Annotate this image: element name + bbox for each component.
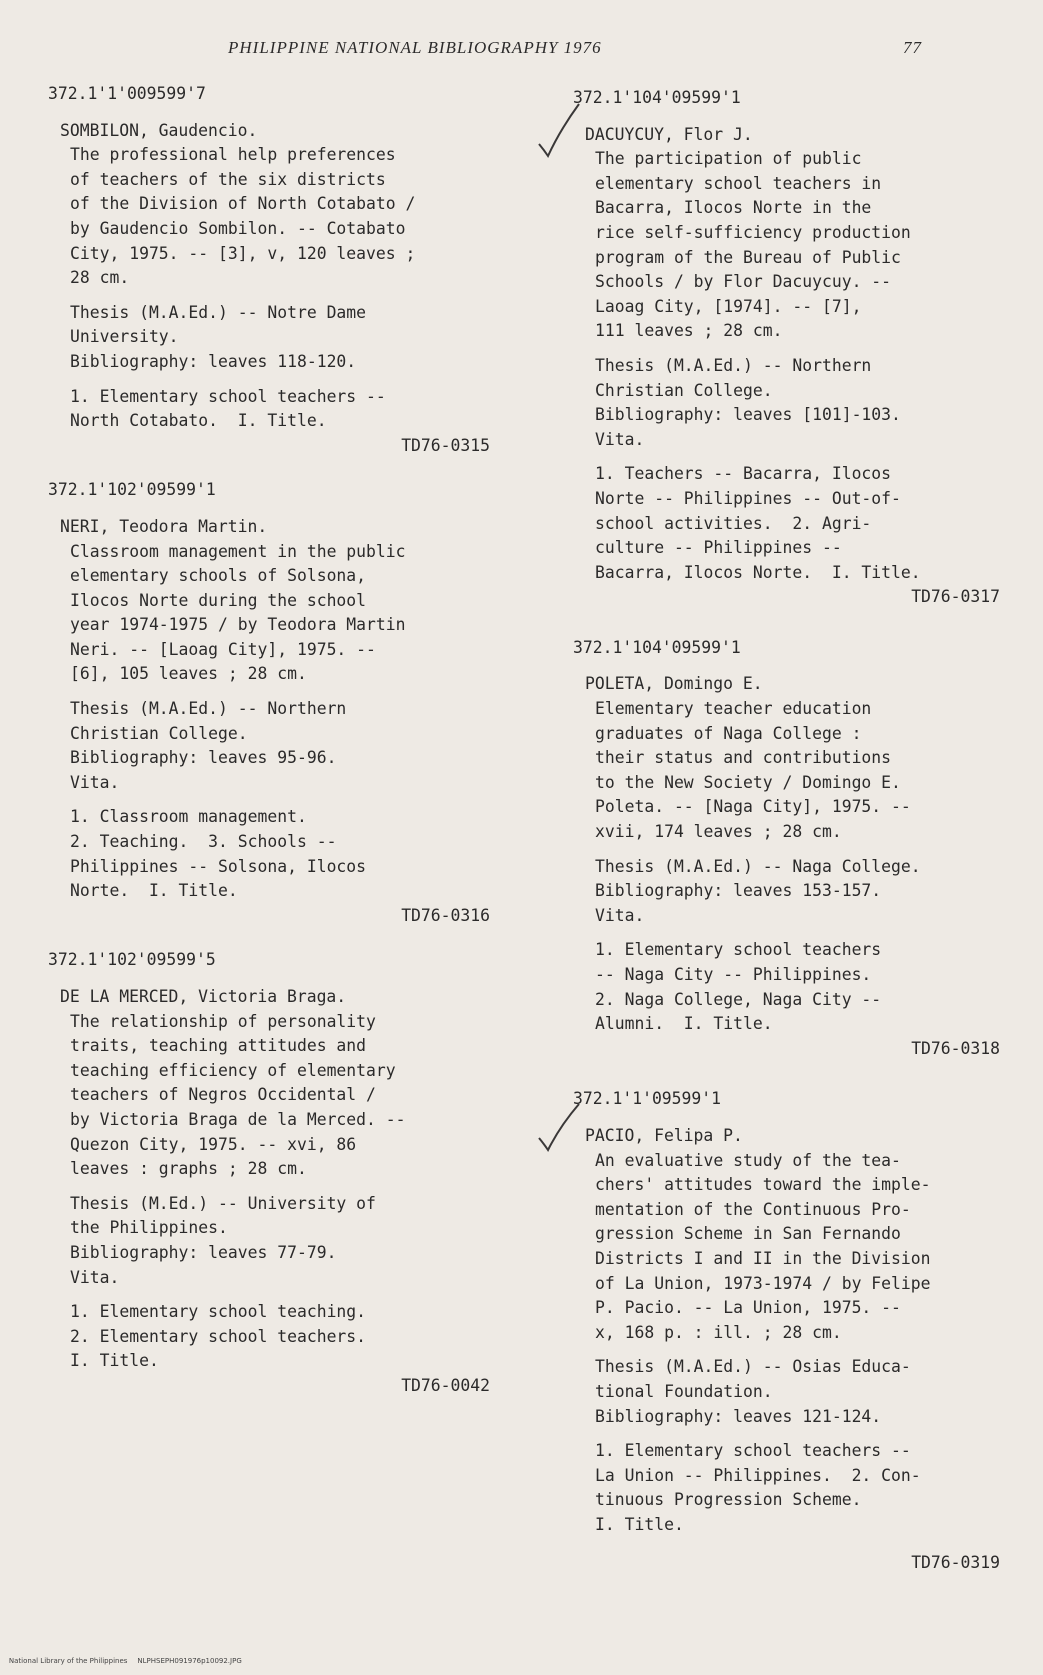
title-line: teachers of Negros Occidental / xyxy=(70,1085,376,1105)
title-line: of teachers of the six districts xyxy=(70,169,386,189)
title-line: Ilocos Norte during the school xyxy=(70,590,367,610)
class-number: 372.1'104'09599'1 xyxy=(573,88,741,107)
title-line: by Gaudencio Sombilon. -- Cotabato xyxy=(70,218,406,238)
title-line: Districts I and II in the Division xyxy=(595,1248,931,1268)
entry-title-block xyxy=(595,697,1020,845)
note-line: Thesis (M.A.Ed.) -- Northern xyxy=(595,355,872,375)
running-title: PHILIPPINE NATIONAL BIBLIOGRAPHY 1976 xyxy=(228,38,602,57)
subject-line: 2. Elementary school teachers. xyxy=(70,1326,367,1346)
checkmark-icon xyxy=(535,100,585,160)
title-line: Laoag City, [1974]. -- [7], xyxy=(595,296,862,316)
subject-line: 2. Teaching. 3. Schools -- xyxy=(70,832,337,852)
title-line: Neri. -- [Laoag City], 1975. -- xyxy=(70,639,376,659)
note-line: Thesis (M.A.Ed.) -- Northern xyxy=(70,699,347,719)
entry-title-block xyxy=(595,1149,1020,1346)
title-line: graduates of Naga College : xyxy=(595,723,862,743)
entry-author: DACUYCUY, Flor J. xyxy=(585,124,753,144)
note-line: Bibliography: leaves 153-157. xyxy=(595,881,882,901)
footer-library: National Library of the Philippines xyxy=(8,1657,128,1665)
accession-number: TD76-0316 xyxy=(401,905,490,925)
title-line: Poleta. -- [Naga City], 1975. -- xyxy=(595,797,911,817)
entry-subjects xyxy=(595,938,1020,1036)
note-line: University. xyxy=(70,327,179,347)
bibliography-entry xyxy=(565,636,1020,1062)
subject-line: La Union -- Philippines. 2. Con- xyxy=(595,1465,921,1485)
right-column xyxy=(565,86,1020,1576)
title-line: An evaluative study of the tea- xyxy=(595,1150,901,1170)
title-line: leaves : graphs ; 28 cm. xyxy=(70,1159,307,1179)
scan-footer xyxy=(0,1648,252,1675)
bibliography-entry xyxy=(40,82,510,458)
entry-subjects xyxy=(70,1300,510,1374)
class-number: 372.1'104'09599'1 xyxy=(573,637,741,657)
entry-title-block xyxy=(595,147,1020,344)
entry-author: POLETA, Domingo E. xyxy=(585,674,763,694)
subject-line: 1. Teachers -- Bacarra, Ilocos xyxy=(595,464,892,484)
note-line: Vita. xyxy=(70,772,120,792)
bibliography-entry xyxy=(40,948,510,1398)
class-number: 372.1'1'009599'7 xyxy=(48,84,206,103)
title-line: of La Union, 1973-1974 / by Felipe xyxy=(595,1273,931,1293)
title-line: elementary schools of Solsona, xyxy=(70,566,367,586)
subject-line: school activities. 2. Agri- xyxy=(595,513,872,533)
entry-notes xyxy=(595,855,1020,929)
title-line: Quezon City, 1975. -- xvi, 86 xyxy=(70,1134,357,1154)
title-line: chers' attitudes toward the imple- xyxy=(595,1175,931,1195)
entry-notes xyxy=(595,354,1020,452)
entry-subjects xyxy=(70,385,510,434)
title-line: Bacarra, Ilocos Norte in the xyxy=(595,198,872,218)
note-line: Thesis (M.A.Ed.) -- Notre Dame xyxy=(70,302,367,322)
title-line: xvii, 174 leaves ; 28 cm. xyxy=(595,822,842,842)
title-line: 28 cm. xyxy=(70,268,130,288)
note-line: Vita. xyxy=(70,1267,120,1287)
title-line: The relationship of personality xyxy=(70,1011,376,1031)
entry-subjects xyxy=(595,1439,1020,1537)
note-line: tional Foundation. xyxy=(595,1381,773,1401)
page-header xyxy=(0,38,1043,64)
title-line: City, 1975. -- [3], v, 120 leaves ; xyxy=(70,243,416,263)
title-line: traits, teaching attitudes and xyxy=(70,1036,367,1056)
title-line: x, 168 p. : ill. ; 28 cm. xyxy=(595,1322,842,1342)
note-line: Bibliography: leaves 95-96. xyxy=(70,748,337,768)
subject-line: 1. Elementary school teachers xyxy=(595,940,882,960)
subject-line: Alumni. I. Title. xyxy=(595,1014,773,1034)
title-line: teaching efficiency of elementary xyxy=(70,1060,396,1080)
note-line: Christian College. xyxy=(595,380,773,400)
entry-notes xyxy=(70,1192,510,1290)
title-line: Elementary teacher education xyxy=(595,699,872,719)
entry-author: NERI, Teodora Martin. xyxy=(60,516,268,536)
title-line: to the New Society / Domingo E. xyxy=(595,772,901,792)
note-line: the Philippines. xyxy=(70,1218,228,1238)
title-line: their status and contributions xyxy=(595,748,892,768)
entry-author: SOMBILON, Gaudencio. xyxy=(60,120,258,140)
entry-notes xyxy=(70,301,510,375)
subject-line: -- Naga City -- Philippines. xyxy=(595,965,872,984)
note-line: Bibliography: leaves 121-124. xyxy=(595,1406,882,1426)
class-number: 372.1'102'09599'5 xyxy=(48,950,216,970)
subject-line: 1. Elementary school teachers -- xyxy=(595,1441,911,1461)
entry-title-block xyxy=(70,540,510,688)
note-line: Bibliography: leaves [101]-103. xyxy=(595,405,901,425)
subject-line: Norte -- Philippines -- Out-of- xyxy=(595,488,901,508)
bibliography-entry xyxy=(565,86,1020,610)
note-line: Bibliography: leaves 118-120. xyxy=(70,351,357,371)
title-line: program of the Bureau of Public xyxy=(595,247,901,267)
entry-subjects xyxy=(595,462,1020,585)
subject-line: 1. Elementary school teachers -- xyxy=(70,386,386,406)
title-line: Classroom management in the public xyxy=(70,541,406,561)
subject-line: culture -- Philippines -- xyxy=(595,538,842,558)
subject-line: Bacarra, Ilocos Norte. I. Title. xyxy=(595,562,921,582)
accession-number: TD76-0319 xyxy=(911,1553,1000,1573)
title-line: [6], 105 leaves ; 28 cm. xyxy=(70,664,307,684)
accession-number: TD76-0317 xyxy=(911,587,1000,607)
subject-line: 1. Elementary school teaching. xyxy=(70,1302,367,1322)
entry-author: PACIO, Felipa P. xyxy=(585,1125,743,1145)
accession-number: TD76-0318 xyxy=(911,1038,1000,1058)
note-line: Bibliography: leaves 77-79. xyxy=(70,1242,337,1262)
bibliography-entry xyxy=(565,1087,1020,1576)
entry-notes xyxy=(595,1355,1020,1429)
entry-title-block xyxy=(70,143,510,291)
title-line: gression Scheme in San Fernando xyxy=(595,1224,901,1244)
class-number: 372.1'1'09599'1 xyxy=(573,1089,722,1109)
subject-line: 1. Classroom management. xyxy=(70,807,307,827)
entry-title-block xyxy=(70,1010,510,1182)
subject-line: tinuous Progression Scheme. xyxy=(595,1490,862,1510)
title-line: rice self-sufficiency production xyxy=(595,222,911,242)
footer-file-id: NLPHSEPH091976p10092.JPG xyxy=(137,1657,242,1665)
bibliography-entry xyxy=(40,478,510,928)
title-line: 111 leaves ; 28 cm. xyxy=(595,321,783,341)
subject-line: 2. Naga College, Naga City -- xyxy=(595,989,882,1009)
note-line: Vita. xyxy=(595,905,645,925)
entry-subjects xyxy=(70,805,510,903)
left-column xyxy=(40,82,510,1399)
note-line: Thesis (M.A.Ed.) -- Osias Educa- xyxy=(595,1357,911,1377)
title-line: mentation of the Continuous Pro- xyxy=(595,1199,911,1219)
accession-number: TD76-0042 xyxy=(401,1375,490,1395)
subject-line: North Cotabato. I. Title. xyxy=(70,411,327,431)
accession-number: TD76-0315 xyxy=(401,435,490,455)
note-line: Christian College. xyxy=(70,723,248,743)
subject-line: Philippines -- Solsona, Ilocos xyxy=(70,856,367,876)
title-line: The professional help preferences xyxy=(70,145,396,165)
entry-author: DE LA MERCED, Victoria Braga. xyxy=(60,987,347,1006)
subject-line: I. Title. xyxy=(70,1351,159,1371)
checkmark-icon xyxy=(535,1100,585,1155)
note-line: Vita. xyxy=(595,429,645,449)
class-number: 372.1'102'09599'1 xyxy=(48,480,216,500)
title-line: Schools / by Flor Dacuycuy. -- xyxy=(595,272,892,292)
subject-line: Norte. I. Title. xyxy=(70,881,238,901)
entry-notes xyxy=(70,697,510,795)
subject-line: I. Title. xyxy=(595,1514,684,1534)
title-line: year 1974-1975 / by Teodora Martin xyxy=(70,615,406,635)
title-line: P. Pacio. -- La Union, 1975. -- xyxy=(595,1298,901,1318)
title-line: of the Division of North Cotabato / xyxy=(70,194,416,214)
note-line: Thesis (M.A.Ed.) -- Naga College. xyxy=(595,856,921,876)
page-number: 77 xyxy=(903,38,922,57)
title-line: The participation of public xyxy=(595,149,862,169)
title-line: by Victoria Braga de la Merced. -- xyxy=(70,1109,406,1129)
note-line: Thesis (M.Ed.) -- University of xyxy=(70,1193,376,1213)
title-line: elementary school teachers in xyxy=(595,173,882,193)
